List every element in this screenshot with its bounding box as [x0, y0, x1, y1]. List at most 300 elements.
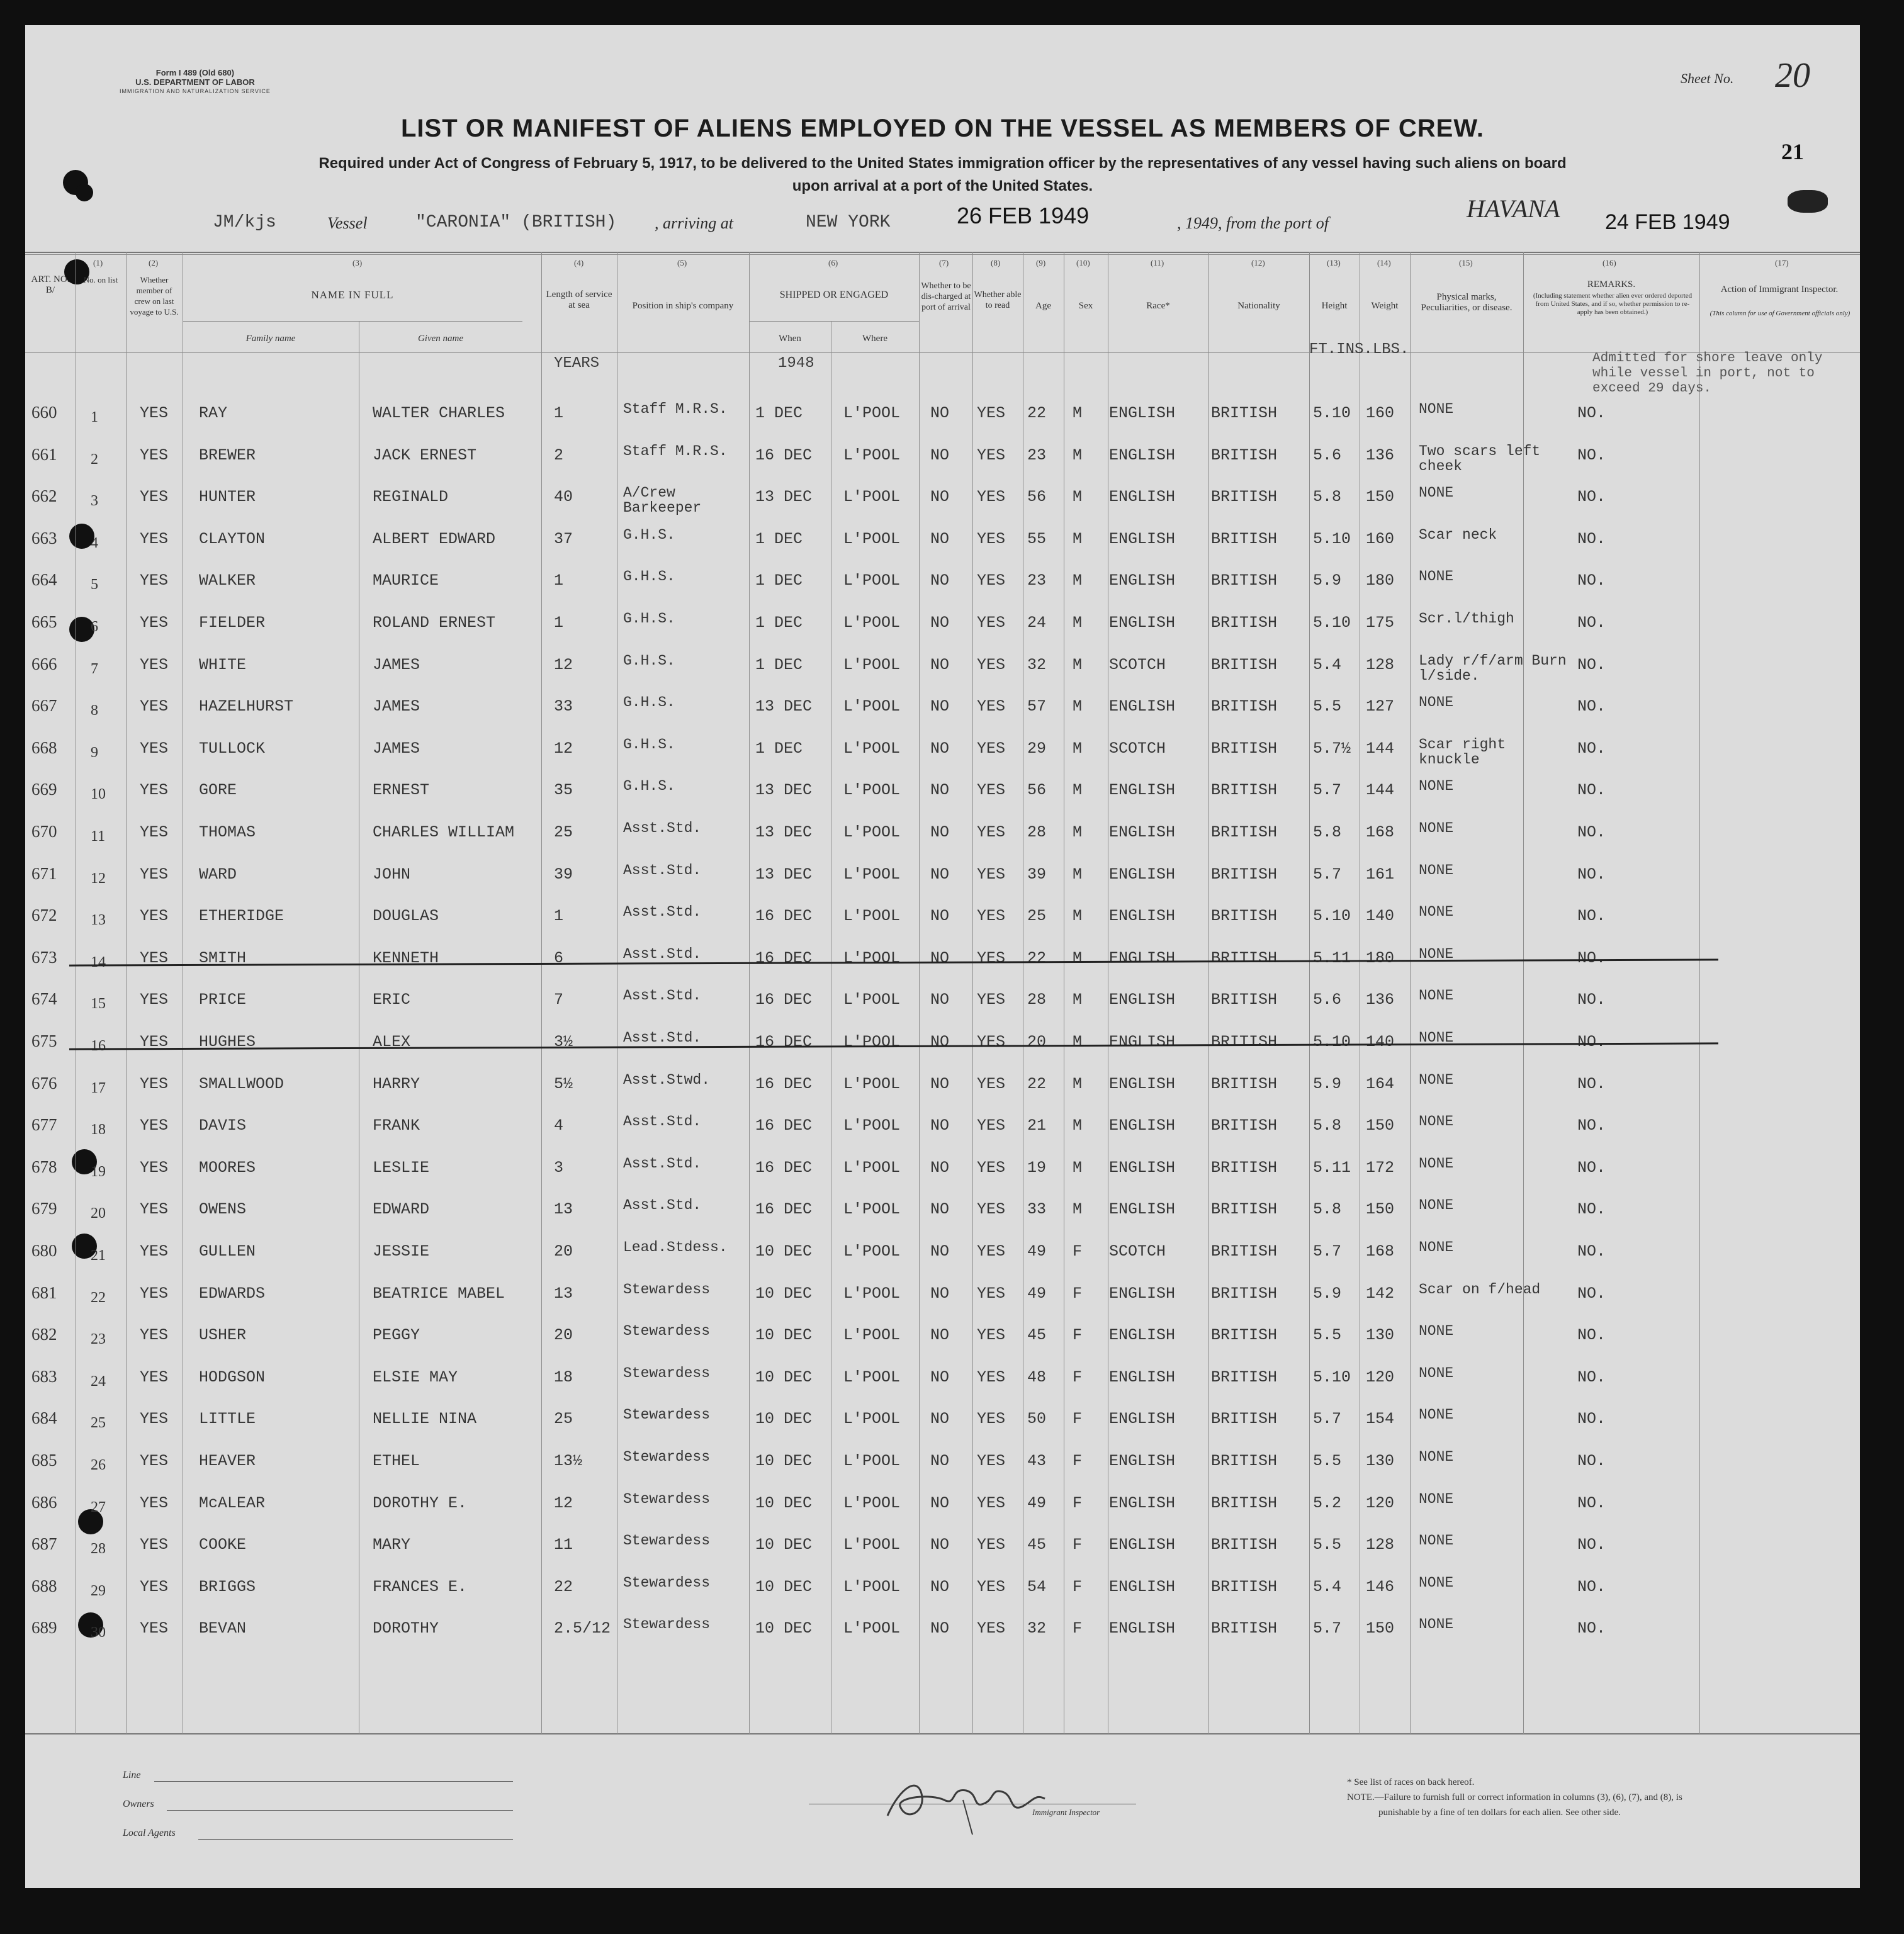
table-row: [25, 1150, 1860, 1191]
table-row: [25, 1317, 1860, 1359]
height: 5.5: [1313, 1326, 1342, 1345]
length-of-service: 13: [554, 1284, 573, 1303]
family-name: GORE: [199, 781, 237, 800]
physical-marks: NONE: [1419, 1155, 1454, 1172]
race: ENGLISH: [1109, 907, 1176, 926]
height: 5.8: [1313, 1200, 1342, 1219]
nationality: BRITISH: [1211, 529, 1278, 548]
given-name: MARY: [373, 1536, 411, 1555]
table-row: [25, 1108, 1860, 1149]
physical-marks: NONE: [1419, 1071, 1454, 1088]
given-name: ETHEL: [373, 1452, 420, 1470]
able-to-read: YES: [977, 1536, 1006, 1555]
family-name: McALEAR: [199, 1493, 266, 1512]
family-name: HODGSON: [199, 1368, 266, 1386]
list-number: 27: [91, 1498, 106, 1515]
engaged-when: 1 DEC: [755, 529, 803, 548]
engaged-where: L'POOL: [843, 907, 901, 926]
table-row: [25, 1611, 1860, 1652]
family-name: LITTLE: [199, 1410, 256, 1429]
crew-last-voyage: YES: [140, 1619, 169, 1638]
table-row: [25, 1401, 1860, 1442]
art-number: 666: [31, 654, 57, 673]
able-to-read: YES: [977, 907, 1006, 926]
given-name: KENNETH: [373, 948, 439, 967]
header-discharged: Whether to be dis-charged at port of arrival: [921, 281, 971, 312]
engaged-where: L'POOL: [843, 1116, 901, 1135]
engaged-where: L'POOL: [843, 739, 901, 758]
engaged-when: 10 DEC: [755, 1536, 813, 1555]
nationality: BRITISH: [1211, 1158, 1278, 1177]
given-name: PEGGY: [373, 1326, 420, 1345]
list-number: 30: [91, 1624, 106, 1641]
remarks: NO.: [1577, 488, 1606, 507]
engaged-when: 10 DEC: [755, 1452, 813, 1470]
list-number: 26: [91, 1457, 106, 1473]
able-to-read: YES: [977, 991, 1006, 1009]
physical-marks: NONE: [1419, 1113, 1454, 1130]
nationality: BRITISH: [1211, 1410, 1278, 1429]
engaged-where: L'POOL: [843, 1074, 901, 1093]
race: ENGLISH: [1109, 1116, 1176, 1135]
nationality: BRITISH: [1211, 948, 1278, 967]
sex: M: [1073, 1200, 1083, 1219]
ship-position: A/Crew Barkeeper: [623, 485, 702, 517]
remarks: NO.: [1577, 1493, 1606, 1512]
art-number: 672: [31, 906, 57, 925]
list-number: 22: [91, 1289, 106, 1306]
weight: 140: [1366, 907, 1395, 926]
header-where: Where: [862, 334, 887, 344]
crew-last-voyage: YES: [140, 991, 169, 1009]
sex: M: [1073, 488, 1083, 507]
engaged-where: L'POOL: [843, 571, 901, 590]
race: ENGLISH: [1109, 1074, 1176, 1093]
header-height: Height: [1321, 301, 1348, 311]
age: 22: [1027, 404, 1047, 422]
age: 28: [1027, 991, 1047, 1009]
discharged: NO: [930, 1577, 950, 1596]
footnote-penalty-1: NOTE.—Failure to furnish full or correct information in columns (3), (6), (7), and (8), is: [1347, 1792, 1682, 1802]
race: ENGLISH: [1109, 1368, 1176, 1386]
able-to-read: YES: [977, 1284, 1006, 1303]
col-number: (5): [677, 258, 687, 267]
crew-last-voyage: YES: [140, 1158, 169, 1177]
departure-date-stamp: 24 FEB 1949: [1605, 210, 1730, 234]
art-number: 665: [31, 612, 57, 631]
height: 5.10: [1313, 907, 1351, 926]
reference-code: JM/kjs: [213, 213, 276, 232]
engaged-when: 1 DEC: [755, 614, 803, 632]
header-shipped-engaged: SHIPPED OR ENGAGED: [779, 290, 889, 300]
race: ENGLISH: [1109, 529, 1176, 548]
header-nationality: Nationality: [1237, 301, 1280, 311]
age: 48: [1027, 1368, 1047, 1386]
ship-position: Lead.Stdess.: [623, 1239, 728, 1256]
discharged: NO: [930, 781, 950, 800]
family-name: BEVAN: [199, 1619, 247, 1638]
weight: 154: [1366, 1410, 1395, 1429]
nationality: BRITISH: [1211, 571, 1278, 590]
crew-last-voyage: YES: [140, 1493, 169, 1512]
height: 5.5: [1313, 697, 1342, 716]
physical-marks: Two scars left cheek: [1419, 442, 1541, 475]
header-length-of-service: Length of service at sea: [546, 290, 612, 310]
table-row: [25, 1024, 1860, 1065]
list-number: 25: [91, 1415, 106, 1432]
ship-position: Stewardess: [623, 1323, 711, 1340]
able-to-read: YES: [977, 1493, 1006, 1512]
engaged-when: 16 DEC: [755, 991, 813, 1009]
crew-last-voyage: YES: [140, 1326, 169, 1345]
length-of-service: 1: [554, 907, 564, 926]
physical-marks: NONE: [1419, 1323, 1454, 1340]
header-no-on-list: No. on list: [83, 275, 118, 284]
table-row: [25, 814, 1860, 856]
length-of-service: 40: [554, 488, 573, 507]
discharged: NO: [930, 446, 950, 464]
table-row: [25, 1527, 1860, 1568]
discharged: NO: [930, 1158, 950, 1177]
sex: M: [1073, 1116, 1083, 1135]
art-number: 682: [31, 1325, 57, 1344]
physical-marks: NONE: [1419, 820, 1454, 836]
table-row: [25, 1569, 1860, 1611]
sex: M: [1073, 948, 1083, 967]
table-row: [25, 731, 1860, 772]
weight: 180: [1366, 948, 1395, 967]
table-row: [25, 940, 1860, 982]
sex: M: [1073, 614, 1083, 632]
table-row: [25, 1191, 1860, 1233]
race: SCOTCH: [1109, 1242, 1166, 1261]
header-able-to-read: Whether able to read: [974, 290, 1022, 310]
list-number: 21: [91, 1247, 106, 1264]
weight: 175: [1366, 614, 1395, 632]
length-of-service: 3½: [554, 1033, 573, 1051]
race: ENGLISH: [1109, 1493, 1176, 1512]
sex: F: [1073, 1242, 1083, 1261]
ship-position: G.H.S.: [623, 694, 675, 711]
art-number: 669: [31, 780, 57, 799]
nationality: BRITISH: [1211, 1536, 1278, 1555]
col-number: (9): [1036, 258, 1046, 267]
able-to-read: YES: [977, 1242, 1006, 1261]
art-number: 664: [31, 570, 57, 590]
family-name: DAVIS: [199, 1116, 247, 1135]
ship-position: Stewardess: [623, 1490, 711, 1507]
age: 43: [1027, 1452, 1047, 1470]
sex: M: [1073, 1074, 1083, 1093]
length-of-service: 35: [554, 781, 573, 800]
family-name: USHER: [199, 1326, 247, 1345]
engaged-where: L'POOL: [843, 1242, 901, 1261]
length-of-service: 11: [554, 1536, 573, 1555]
ship-position: G.H.S.: [623, 778, 675, 795]
given-name: MAURICE: [373, 571, 439, 590]
height: 5.7: [1313, 781, 1342, 800]
able-to-read: YES: [977, 823, 1006, 841]
race: ENGLISH: [1109, 1452, 1176, 1470]
weight: 150: [1366, 1200, 1395, 1219]
family-name: THOMAS: [199, 823, 256, 841]
race: ENGLISH: [1109, 1536, 1176, 1555]
engaged-when: 16 DEC: [755, 1033, 813, 1051]
remarks: NO.: [1577, 655, 1606, 674]
header-age: Age: [1035, 301, 1051, 311]
list-number: 14: [91, 953, 106, 970]
header-remarks-note: (Including statement whether alien ever ordered deported from United States, and if so, whether permission to re-apply has been obtained.): [1533, 292, 1693, 316]
department-name: U.S. DEPARTMENT OF LABOR: [135, 77, 255, 87]
sheet-number-label: Sheet No.: [1681, 70, 1734, 86]
weight: 120: [1366, 1368, 1395, 1386]
subtitle-line-1: Required under Act of Congress of February 5, 1917, to be delivered to the United States immigration officer by the representatives of any vessel having such aliens on board: [318, 155, 1567, 172]
list-number: 23: [91, 1331, 106, 1348]
family-name: RAY: [199, 404, 228, 422]
physical-marks: NONE: [1419, 694, 1454, 711]
sex: M: [1073, 865, 1083, 884]
art-number: 680: [31, 1241, 57, 1260]
height: 5.9: [1313, 1284, 1342, 1303]
ship-position: Staff M.R.S.: [623, 442, 728, 459]
remarks: NO.: [1577, 1410, 1606, 1429]
engaged-where: L'POOL: [843, 1536, 901, 1555]
sex: M: [1073, 781, 1083, 800]
height: 5.11: [1313, 1158, 1351, 1177]
crew-last-voyage: YES: [140, 1116, 169, 1135]
header-given-name: Given name: [417, 334, 464, 344]
given-name: CHARLES WILLIAM: [373, 823, 515, 841]
nationality: BRITISH: [1211, 739, 1278, 758]
art-number: 668: [31, 738, 57, 757]
engaged-when: 13 DEC: [755, 781, 813, 800]
age: 49: [1027, 1242, 1047, 1261]
discharged: NO: [930, 488, 950, 507]
ship-position: Asst.Std.: [623, 1030, 702, 1046]
nationality: BRITISH: [1211, 655, 1278, 674]
nationality: BRITISH: [1211, 1116, 1278, 1135]
arriving-port: NEW YORK: [806, 213, 891, 232]
age: 21: [1027, 1116, 1047, 1135]
age: 32: [1027, 655, 1047, 674]
nationality: BRITISH: [1211, 1200, 1278, 1219]
length-of-service: 20: [554, 1326, 573, 1345]
art-number: 676: [31, 1073, 57, 1093]
age: 28: [1027, 823, 1047, 841]
length-of-service: 25: [554, 1410, 573, 1429]
remarks: NO.: [1577, 614, 1606, 632]
discharged: NO: [930, 1074, 950, 1093]
physical-marks: NONE: [1419, 1407, 1454, 1424]
given-name: JOHN: [373, 865, 411, 884]
ship-position: Stewardess: [623, 1449, 711, 1465]
col-number: (15): [1459, 258, 1473, 267]
sex: M: [1073, 907, 1083, 926]
family-name: WALKER: [199, 571, 256, 590]
given-name: HARRY: [373, 1074, 420, 1093]
crew-last-voyage: YES: [140, 571, 169, 590]
ship-position: G.H.S.: [623, 568, 675, 585]
race: ENGLISH: [1109, 614, 1176, 632]
age: 50: [1027, 1410, 1047, 1429]
vessel-name: "CARONIA" (BRITISH): [415, 213, 617, 232]
family-name: OWENS: [199, 1200, 247, 1219]
ship-position: Stewardess: [623, 1616, 711, 1633]
weight: 140: [1366, 1033, 1395, 1051]
physical-marks: NONE: [1419, 1197, 1454, 1214]
height: 5.9: [1313, 1074, 1342, 1093]
age: 24: [1027, 614, 1047, 632]
col-number: (12): [1251, 258, 1265, 267]
crew-last-voyage: YES: [140, 781, 169, 800]
engaged-where: L'POOL: [843, 488, 901, 507]
crew-last-voyage: YES: [140, 655, 169, 674]
given-name: BEATRICE MABEL: [373, 1284, 505, 1303]
age: 45: [1027, 1536, 1047, 1555]
age: 32: [1027, 1619, 1047, 1638]
table-row: [25, 772, 1860, 814]
discharged: NO: [930, 1493, 950, 1512]
table-row: [25, 1276, 1860, 1317]
crew-last-voyage: YES: [140, 739, 169, 758]
remarks: NO.: [1577, 991, 1606, 1009]
physical-marks: Scr.l/thigh: [1419, 610, 1514, 627]
able-to-read: YES: [977, 1619, 1006, 1638]
length-of-service: 25: [554, 823, 573, 841]
family-name: HUNTER: [199, 488, 256, 507]
physical-marks: NONE: [1419, 1239, 1454, 1256]
nationality: BRITISH: [1211, 614, 1278, 632]
height: 5.10: [1313, 614, 1351, 632]
engaged-when: 13 DEC: [755, 697, 813, 716]
crew-last-voyage: YES: [140, 1242, 169, 1261]
engaged-when: 10 DEC: [755, 1284, 813, 1303]
physical-marks: NONE: [1419, 778, 1454, 795]
engaged-where: L'POOL: [843, 697, 901, 716]
weight: 168: [1366, 823, 1395, 841]
footnote-penalty-2: punishable by a fine of ten dollars for each alien. See other side.: [1378, 1808, 1621, 1818]
age: 22: [1027, 948, 1047, 967]
height: 5.6: [1313, 991, 1342, 1009]
engaged-when: 10 DEC: [755, 1410, 813, 1429]
ship-position: G.H.S.: [623, 526, 675, 543]
sex: M: [1073, 739, 1083, 758]
weight: 136: [1366, 991, 1395, 1009]
family-name: SMITH: [199, 948, 247, 967]
age: 20: [1027, 1033, 1047, 1051]
race: ENGLISH: [1109, 781, 1176, 800]
ship-position: Asst.Std.: [623, 820, 702, 836]
ship-position: G.H.S.: [623, 736, 675, 753]
nationality: BRITISH: [1211, 1493, 1278, 1512]
discharged: NO: [930, 1368, 950, 1386]
table-row: [25, 437, 1860, 479]
local-agents-label: Local Agents: [123, 1828, 176, 1838]
able-to-read: YES: [977, 1577, 1006, 1596]
discharged: NO: [930, 697, 950, 716]
art-number: 662: [31, 486, 57, 506]
age: 29: [1027, 739, 1047, 758]
sex: F: [1073, 1493, 1083, 1512]
col-number: (17): [1775, 258, 1789, 267]
height: 5.5: [1313, 1452, 1342, 1470]
engaged-where: L'POOL: [843, 948, 901, 967]
header-weight: Weight: [1371, 301, 1399, 311]
ship-position: Asst.Std.: [623, 1113, 702, 1130]
given-name: JACK ERNEST: [373, 446, 477, 464]
engaged-where: L'POOL: [843, 529, 901, 548]
nationality: BRITISH: [1211, 1242, 1278, 1261]
art-number: 679: [31, 1199, 57, 1218]
remarks: NO.: [1577, 1074, 1606, 1093]
remarks: NO.: [1577, 1619, 1606, 1638]
ship-position: Asst.Std.: [623, 987, 702, 1004]
age: 33: [1027, 1200, 1047, 1219]
age: 56: [1027, 488, 1047, 507]
vessel-label: Vessel: [327, 214, 368, 232]
engaged-where: L'POOL: [843, 781, 901, 800]
sex: M: [1073, 655, 1083, 674]
art-number: 686: [31, 1492, 57, 1512]
crew-last-voyage: YES: [140, 697, 169, 716]
age: 57: [1027, 697, 1047, 716]
engaged-where: L'POOL: [843, 823, 901, 841]
weight: 161: [1366, 865, 1395, 884]
art-number: 683: [31, 1366, 57, 1386]
able-to-read: YES: [977, 781, 1006, 800]
length-of-service: 39: [554, 865, 573, 884]
able-to-read: YES: [977, 446, 1006, 464]
header-remarks: REMARKS.: [1587, 279, 1636, 290]
engaged-when: 10 DEC: [755, 1242, 813, 1261]
length-of-service: 20: [554, 1242, 573, 1261]
arriving-label: , arriving at: [655, 214, 733, 232]
sex: M: [1073, 1158, 1083, 1177]
crew-last-voyage: YES: [140, 1074, 169, 1093]
physical-marks: NONE: [1419, 945, 1454, 962]
ship-position: Asst.Stwd.: [623, 1071, 711, 1088]
inspector-signature: [862, 1762, 1076, 1838]
list-number: 13: [91, 912, 106, 929]
sex: F: [1073, 1577, 1083, 1596]
able-to-read: YES: [977, 1410, 1006, 1429]
engaged-where: L'POOL: [843, 614, 901, 632]
list-number: 2: [91, 451, 98, 468]
engaged-where: L'POOL: [843, 865, 901, 884]
discharged: NO: [930, 907, 950, 926]
header-position: Position in ship's company: [632, 301, 734, 311]
height: 5.11: [1313, 948, 1351, 967]
length-of-service: 4: [554, 1116, 564, 1135]
family-name: HAZELHURST: [199, 697, 294, 716]
family-name: HEAVER: [199, 1452, 256, 1470]
ship-position: Asst.Std.: [623, 904, 702, 921]
list-number: 19: [91, 1163, 106, 1180]
family-name: SMALLWOOD: [199, 1074, 284, 1093]
crew-last-voyage: YES: [140, 529, 169, 548]
weight: 130: [1366, 1452, 1395, 1470]
ship-position: Asst.Std.: [623, 945, 702, 962]
remarks: NO.: [1577, 865, 1606, 884]
table-row: [25, 521, 1860, 563]
header-sex: Sex: [1078, 301, 1093, 311]
nationality: BRITISH: [1211, 404, 1278, 422]
family-name: ETHERIDGE: [199, 907, 284, 926]
length-of-service: 13: [554, 1200, 573, 1219]
footnote-races: * See list of races on back hereof.: [1347, 1777, 1475, 1787]
given-name: JESSIE: [373, 1242, 430, 1261]
ship-position: Asst.Std.: [623, 862, 702, 879]
